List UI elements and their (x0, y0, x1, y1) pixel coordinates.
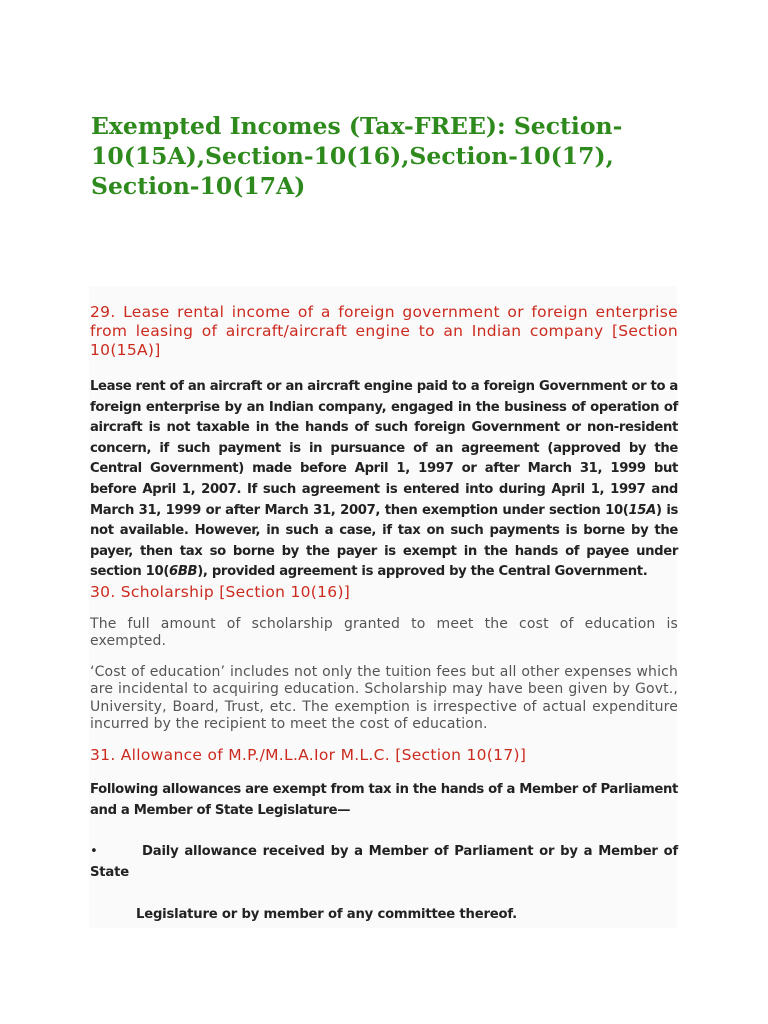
section-29-body-part1: Lease rent of an aircraft or an aircraft engine paid to a foreign Government or to a foreign enterprise by an Indian company, engaged in the business of operation of aircraft is not taxable in the hands of such foreign Government or non-resident concern, if such payment is in pursuance of an agreement (approved by the Central Government) made before April 1, 1997 or after March 31, 1999 but before April 1, 2007. If such agreement is entered into during April 1, 1997 and March 31, 1999 or after March 31, 2007, then exemption under section 10( (90, 379, 678, 518)
section-29-body-em1: 15A (628, 502, 656, 518)
bullet-icon: • (90, 844, 98, 860)
section-31-intro: Following allowances are exempt from tax in the hands of a Member of Parliament and a Member of State Legislature— (90, 781, 678, 818)
section-29-body-part3: ), provided agreement is approved by the Central Government. (197, 564, 648, 580)
section-31-bullet-line-2: Legislature or by member of any committee thereof. (136, 907, 517, 923)
section-29-body (90, 377, 678, 583)
section-29-body-part2: ) is not available. However, in such a case, if tax on such payments is borne by the payer, then tax so borne by the payer is exempt in the hands of payee under section 10( (90, 502, 679, 580)
section-31-bullet-line-1: Daily allowance received by a Member of Parliament or by a Member of State (90, 844, 678, 880)
document-title: Exempted Incomes (Tax-FREE): Section-10(15A),Section-10(16),Section-10(17), Section-10(17A) (91, 112, 623, 200)
section-29-body-em2: 6BB (169, 564, 198, 580)
section-30-para-1: The full amount of scholarship granted to meet the cost of education is exempted. (90, 615, 678, 650)
content-body (90, 303, 678, 926)
section-29-heading: 29. Lease rental income of a foreign government or foreign enterprise from leasing of aircraft/aircraft engine to an Indian company [Section 10(15A)] (90, 303, 678, 359)
section-31-heading: 31. Allowance of M.P./M.L.A.Ior M.L.C. [Section 10(17)] (90, 745, 527, 764)
section-30-heading: 30. Scholarship [Section 10(16)] (90, 582, 351, 601)
section-30-para-2: ‘Cost of education’ includes not only the tuition fees but all other expenses which are incidental to acquiring education. Scholarship may have been given by Govt., University, Board, Trust, etc. The exemption is irrespective of actual expenditure incurred by the recipient to meet the cost of education. (90, 663, 678, 733)
section-31-bullet-item (90, 842, 678, 883)
